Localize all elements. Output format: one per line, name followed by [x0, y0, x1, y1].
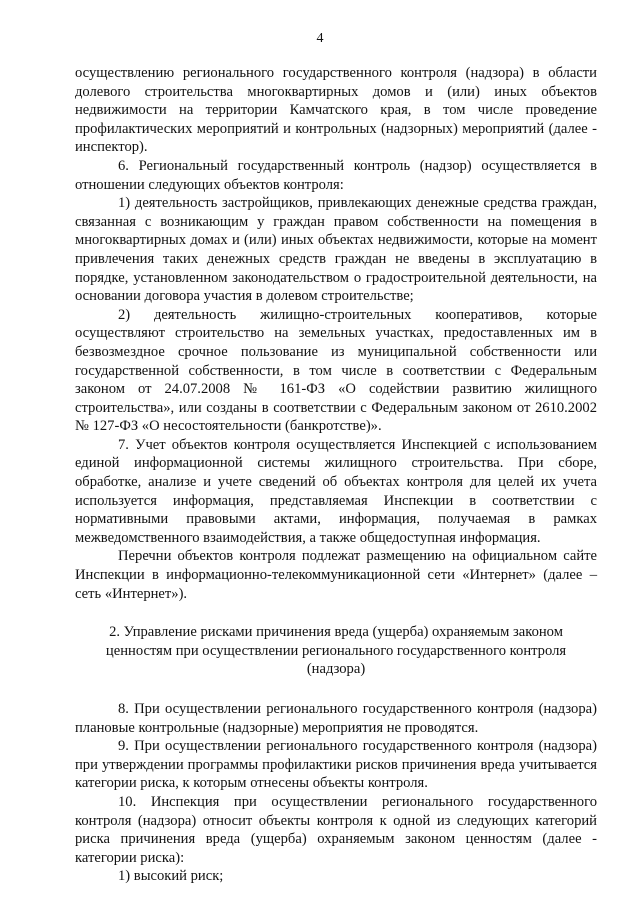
paragraph-10: 10. Инспекция при осуществлении регионального государственного контроля (надзора) относит объекты контроля к одной из следующих категорий риска причинения вреда (ущерба) охраняемым законом ценностям (далее - категории риска): — [75, 793, 597, 866]
paragraph-7: 7. Учет объектов контроля осуществляется Инспекцией с использованием единой информационной системы жилищного строительства. При сборе, обработке, анализе и учете сведений об объектах контроля для целей их учета используется информация, представляемая Инспекции в соответствии с нормативными правовыми актами, информация, получаемая в рамках межведомственного взаимодействия, а также общедоступная информация. — [75, 436, 597, 546]
document-body — [75, 64, 597, 886]
paragraph-8: 8. При осуществлении регионального государственного контроля (надзора) плановые контрольные (надзорные) мероприятия не проводятся. — [75, 701, 597, 736]
paragraph-10-item-1: 1) высокий риск; — [118, 868, 224, 885]
paragraph-7-lists: Перечни объектов контроля подлежат размещению на официальном сайте Инспекции в информационно-телекоммуникационной сети «Интернет» (далее – сеть «Интернет»). — [75, 548, 597, 602]
section-heading: 2. Управление рисками причинения вреда (ущерба) охраняемым законом ценностям при осуществлении регионального государственного контроля (надзора) — [105, 624, 567, 678]
paragraph-9: 9. При осуществлении регионального государственного контроля (надзора) при утверждении программы профилактики рисков причинения вреда учитывается категории риска, к которым отнесены объекты контроля. — [75, 738, 597, 792]
page-number: 4 — [316, 31, 324, 46]
paragraph-continued: осуществлению регионального государственного контроля (надзора) в области долевого строительства многоквартирных домов и (или) иных объектов недвижимости на территории Камчатского края, в том числе проведение профилактических мероприятий и контрольных (надзорных) мероприятий (далее - инспектор). — [75, 65, 597, 156]
paragraph-6-item-1: 1) деятельность застройщиков, привлекающих денежные средства граждан, связанная с возникающим у граждан правом собственности на помещения в многоквартирных домах и (или) иных объектах недвижимости, которые на момент привлечения таких денежных средств граждан не введены в эксплуатацию в порядке, установленном законодательством о градостроительной деятельности, на основании договора участия в долевом строительстве; — [75, 195, 597, 305]
paragraph-6: 6. Региональный государственный контроль (надзор) осуществляется в отношении следующих объектов контроля: — [75, 157, 597, 193]
paragraph-6-item-2: 2) деятельность жилищно-строительных кооперативов, которые осуществляют строительство на земельных участках, предоставленных им в безвозмездное срочное пользование из муниципальной собственности или государственной собственности, в том числе в соответствии с Федеральным законом от 24.07.2008 № 161-ФЗ «О содействии развитию жилищного строительства», или созданы в соответствии с Федеральным законом от 2610.2002 № 127-ФЗ «О несостоятельности (банкротстве)». — [75, 306, 597, 435]
